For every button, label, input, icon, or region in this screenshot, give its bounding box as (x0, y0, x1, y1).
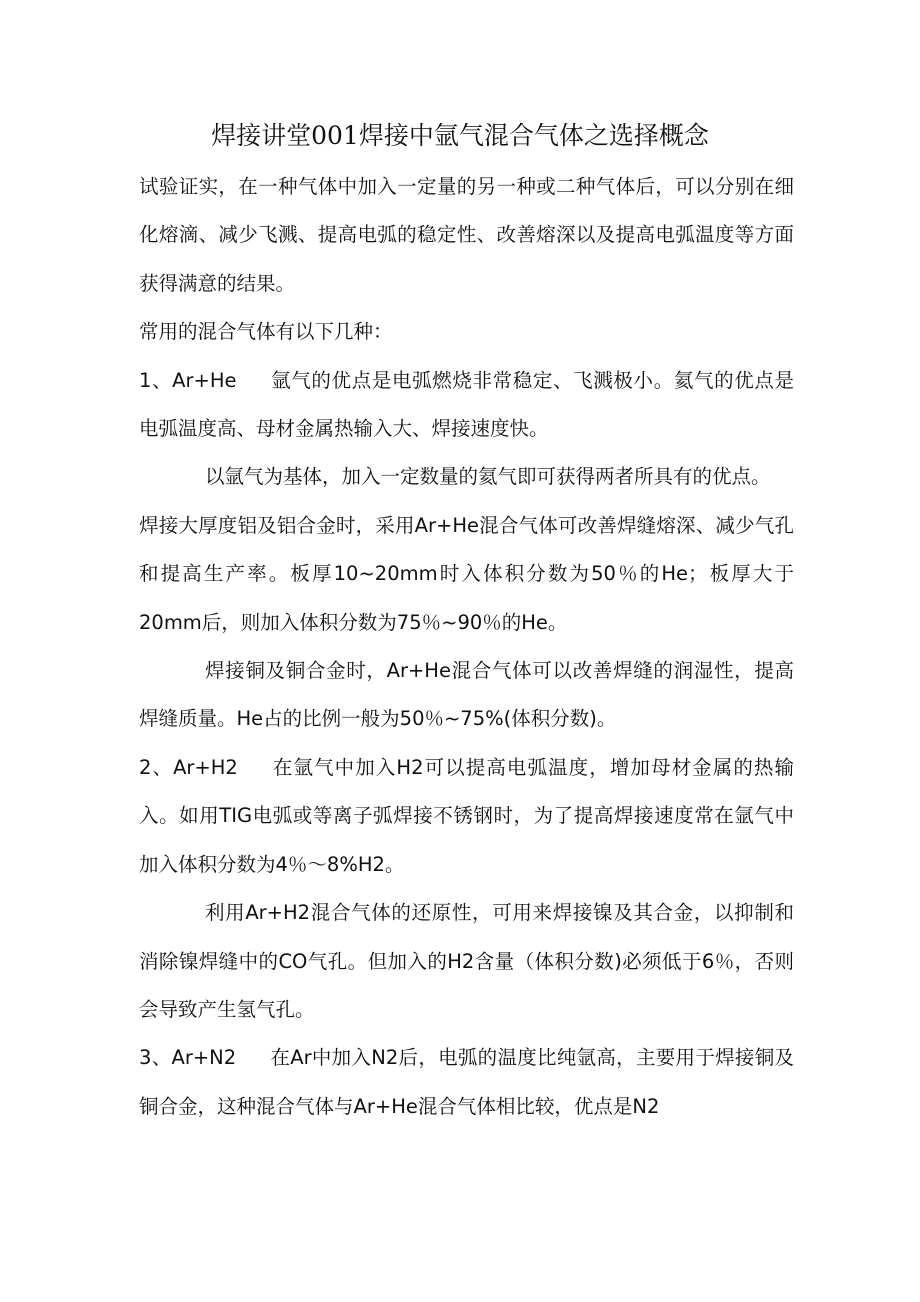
section-2-text: 在氩气中加入H2可以提高电弧温度，增加母材金属的热输入。如用TIG电弧或等离子弧焊接不锈钢时，为了提高焊接速度常在氩气中加入体积分数为4％～8%H2。 (139, 755, 794, 876)
section-2-heading-paragraph (139, 744, 794, 889)
section-2-paragraph-1: 利用Ar+H2混合气体的还原性，可用来焊接镍及其合金，以抑制和消除镍焊缝中的CO气孔。但加入的H2含量（体积分数)必须低于6％，否则会导致产生氢气孔。 (139, 901, 794, 1021)
section-1-text: 氩气的优点是电弧燃烧非常稳定、飞溅极小。氦气的优点是电弧温度高、母材金属热输入大、焊接速度快。 (139, 368, 794, 441)
section-3-heading-paragraph (139, 1034, 794, 1131)
section-1-paragraph-1: 以氩气为基体，加入一定数量的氦气即可获得两者所具有的优点。 (205, 465, 771, 489)
section-3-label: 3、Ar+N2 (139, 1046, 237, 1070)
section-1-paragraph-3: 焊接铜及铜合金时，Ar+He混合气体可以改善焊缝的润湿性，提高焊缝质量。He占的比例一般为50％~75%(体积分数)。 (139, 659, 794, 731)
paragraph-common-gases: 常用的混合气体有以下几种： (139, 320, 393, 344)
document-body (139, 163, 794, 1131)
paragraph-intro: 试验证实，在一种气体中加入一定量的另一种或二种气体后，可以分别在细化熔滴、减少飞溅、提高电弧的稳定性、改善熔深以及提高电弧温度等方面获得满意的结果。 (139, 175, 794, 295)
section-1-heading-paragraph (139, 357, 794, 454)
document-title: 焊接讲堂001焊接中氩气混合气体之选择概念 (211, 121, 709, 150)
section-3-text: 在Ar中加入N2后，电弧的温度比纯氩高，主要用于焊接铜及铜合金，这种混合气体与Ar+He混合气体相比较，优点是N2 (139, 1046, 794, 1118)
section-1-label: 1、Ar+He (139, 368, 237, 392)
section-1-paragraph-2: 焊接大厚度铝及铝合金时，采用Ar+He混合气体可改善焊缝熔深、减少气孔和提高生产率。板厚10~20mm时入体积分数为50％的He；板厚大于20mm后，则加入体积分数为75％~90％的He。 (139, 513, 794, 634)
section-2-label: 2、Ar+H2 (139, 755, 238, 779)
